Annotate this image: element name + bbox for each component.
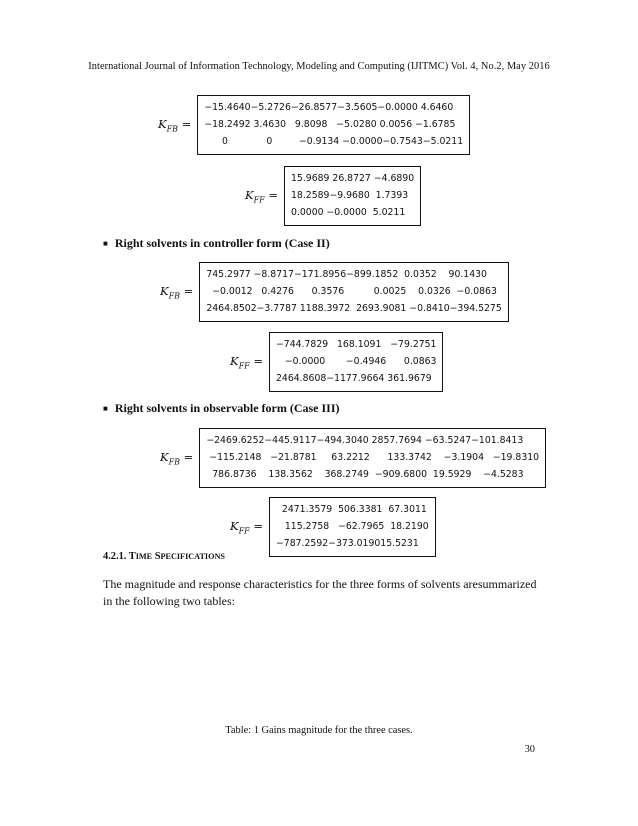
case2-heading: ■ Right solvents in controller form (Case II) (103, 236, 330, 250)
kfb-label: $K_{FB}$ = (160, 449, 194, 466)
matrix-row: −744.7829 168.1091 −79.2751 (276, 339, 437, 350)
matrix-row: 0.0000 −0.0000 5.0211 (291, 207, 406, 219)
kff-label: $K_{FF}$ = (230, 353, 263, 370)
matrix-row: 115.2758 −62.7965 18.2190 (276, 521, 429, 533)
kfb-label: $K_{FB}$ = (160, 283, 194, 300)
journal-header: International Journal of Information Technology, Modeling and Computing (IJITMC) Vol. 4, No.2, May 2016 (88, 61, 550, 72)
case1-kff-equation (245, 166, 421, 226)
subsection-heading: 4.2.1. TIME SPECIFICATIONS (103, 551, 225, 562)
case2-kff-matrix (269, 332, 443, 392)
case3-kfb-equation (160, 428, 546, 488)
matrix-row: 15.9689 26.8727 −4.6890 (291, 173, 415, 184)
matrix-row: 2464.8608−1177.9664 361.9679 (276, 373, 432, 385)
kfb-label: $K_{FB}$ = (158, 116, 192, 133)
bullet-icon: ■ (103, 239, 108, 248)
case3-heading: ■ Right solvents in observable form (Case III) (103, 401, 340, 415)
page-number: 30 (524, 744, 535, 755)
matrix-row: 0 0 −0.9134 −0.0000−0.7543−5.0211 (204, 136, 464, 148)
case2-kfb-matrix (199, 262, 508, 322)
case3-kfb-matrix (199, 428, 546, 488)
matrix-row: 786.8736 138.3562 368.2749 −909.6800 19.5929 −4.5283 (206, 469, 524, 481)
case3-kff-equation (230, 497, 436, 557)
case2-kff-equation (230, 332, 443, 392)
matrix-row: −15.4640−5.2726−26.8577−3.5605−0.0000 4.6460 (204, 102, 454, 113)
table-caption: Table: 1 Gains magnitude for the three cases. (225, 725, 413, 736)
matrix-row: −18.2492 3.4630 9.8098 −5.0280 0.0056 −1.6785 (204, 119, 456, 131)
matrix-row: −787.2592−373.019015.5231 (276, 538, 419, 550)
body-paragraph: The magnitude and response characteristics for the three forms of solvents aresummarized in the following two tables: (103, 577, 537, 608)
matrix-row: −2469.6252−445.9117−494.3040 2857.7694 −63.5247−101.8413 (206, 435, 524, 446)
matrix-row: 2471.3579 506.3381 67.3011 (276, 504, 427, 515)
matrix-row: −0.0012 0.4276 0.3576 0.0025 0.0326 −0.0863 (206, 286, 497, 298)
kff-label: $K_{FF}$ = (245, 187, 278, 204)
matrix-row: −0.0000 −0.4946 0.0863 (276, 356, 437, 368)
case1-kff-matrix (284, 166, 421, 226)
matrix-row: 2464.8502−3.7787 1188.3972 2693.9081 −0.8410−394.5275 (206, 303, 502, 315)
bullet-icon: ■ (103, 404, 108, 413)
kff-label: $K_{FF}$ = (230, 518, 263, 535)
matrix-row: 745.2977 −8.8717−171.8956−899.1852 0.0352 90.1430 (206, 269, 487, 280)
case3-kff-matrix (269, 497, 436, 557)
case1-kfb-matrix (197, 95, 470, 155)
matrix-row: −115.2148 −21.8781 63.2212 133.3742 −3.1904 −19.8310 (206, 452, 540, 464)
case1-kfb-equation (158, 95, 470, 155)
case2-kfb-equation (160, 262, 509, 322)
matrix-row: 18.2589−9.9680 1.7393 (291, 190, 409, 202)
